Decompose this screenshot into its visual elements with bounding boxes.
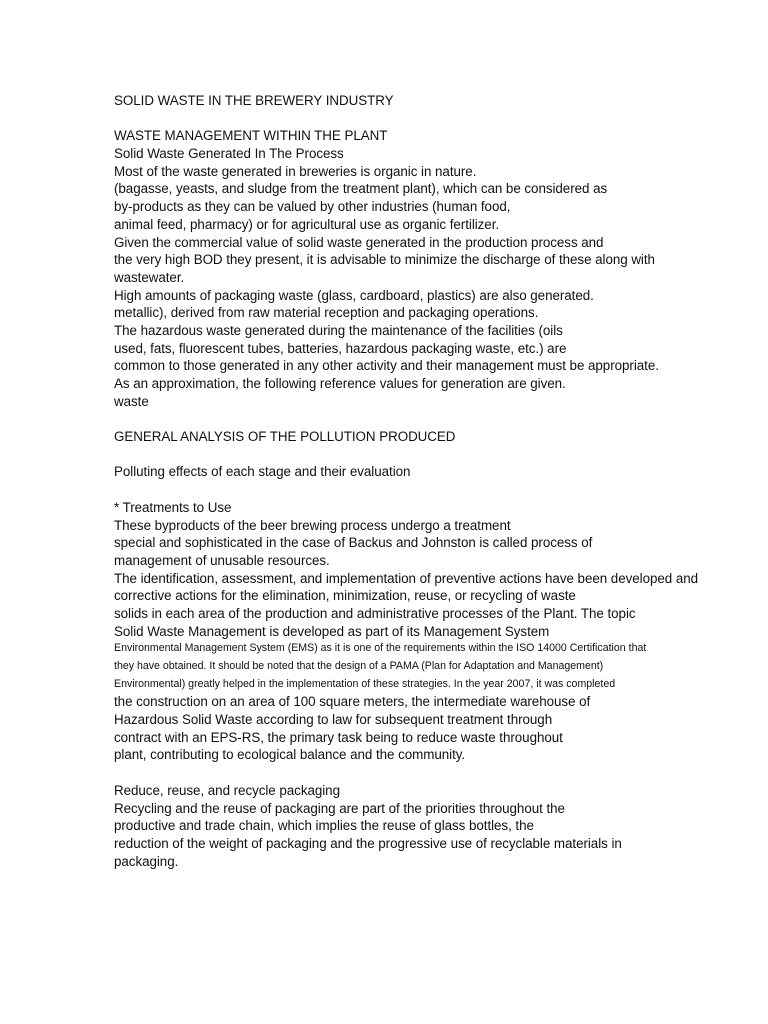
section-subheading-solid-waste: Solid Waste Generated In The Process [114, 146, 344, 162]
paragraph-line: The hazardous waste generated during the maintenance of the facilities (oils [114, 322, 563, 338]
spacer [114, 764, 754, 782]
document-title: SOLID WASTE IN THE BREWERY INDUSTRY [114, 93, 394, 108]
paragraph-line-small: Environmental Management System (EMS) as it is one of the requirements within the ISO 14000 Certification that [114, 642, 647, 655]
document-body [114, 92, 754, 870]
paragraph-line: wastewater. [114, 269, 185, 285]
paragraph-line: productive and trade chain, which implies the reuse of glass bottles, the [114, 818, 534, 834]
paragraph-line: common to those generated in any other activity and their management must be appropriate. [114, 358, 659, 374]
spacer [114, 481, 754, 499]
section-heading-reduce-reuse-recycle: Reduce, reuse, and recycle packaging [114, 782, 340, 798]
paragraph-line: The identification, assessment, and implementation of preventive actions have been developed and [114, 570, 699, 586]
spacer [114, 410, 754, 428]
paragraph-line: waste [114, 393, 149, 409]
paragraph-line: Recycling and the reuse of packaging are part of the priorities throughout the [114, 800, 565, 816]
paragraph-line: animal feed, pharmacy) or for agricultural use as organic fertilizer. [114, 216, 500, 232]
paragraph-line-small: Environmental) greatly helped in the implementation of these strategies. In the year 2007, it was completed [114, 677, 616, 690]
paragraph-line: Hazardous Solid Waste according to law for subsequent treatment through [114, 712, 553, 728]
paragraph-line: metallic), derived from raw material reception and packaging operations. [114, 305, 539, 321]
paragraph-line: plant, contributing to ecological balance and the community. [114, 747, 466, 763]
paragraph-line: used, fats, fluorescent tubes, batteries, hazardous packaging waste, etc.) are [114, 340, 567, 356]
section-heading-treatments: * Treatments to Use [114, 499, 232, 515]
spacer [114, 446, 754, 464]
spacer [114, 110, 754, 128]
paragraph-line: management of unusable resources. [114, 552, 330, 568]
paragraph-line: reduction of the weight of packaging and the progressive use of recyclable materials in [114, 835, 622, 851]
paragraph-line: (bagasse, yeasts, and sludge from the treatment plant), which can be considered as [114, 181, 608, 197]
paragraph-line: solids in each area of the production and administrative processes of the Plant. The topic [114, 605, 636, 621]
paragraph-line: packaging. [114, 853, 179, 869]
section-heading-waste-management: WASTE MANAGEMENT WITHIN THE PLANT [114, 128, 388, 144]
paragraph-line: the construction on an area of 100 square meters, the intermediate warehouse of [114, 694, 591, 710]
paragraph-line: by-products as they can be valued by other industries (human food, [114, 199, 511, 215]
paragraph-line: special and sophisticated in the case of Backus and Johnston is called process of [114, 535, 593, 551]
section-heading-pollution-analysis: GENERAL ANALYSIS OF THE POLLUTION PRODUCED [114, 429, 456, 445]
paragraph-line: contract with an EPS-RS, the primary task being to reduce waste throughout [114, 729, 563, 745]
paragraph-line: corrective actions for the elimination, minimization, reuse, or recycling of waste [114, 588, 576, 604]
paragraph-line: These byproducts of the beer brewing process undergo a treatment [114, 517, 511, 533]
paragraph-line-small: they have obtained. It should be noted that the design of a PAMA (Plan for Adaptation and Management) [114, 660, 604, 672]
paragraph-line: Given the commercial value of solid waste generated in the production process and [114, 234, 604, 250]
paragraph-line: the very high BOD they present, it is advisable to minimize the discharge of these along with [114, 252, 655, 268]
paragraph-line: High amounts of packaging waste (glass, cardboard, plastics) are also generated. [114, 287, 594, 303]
section-subheading-polluting-effects: Polluting effects of each stage and their evaluation [114, 464, 411, 480]
paragraph-line: Solid Waste Management is developed as part of its Management System [114, 623, 550, 639]
paragraph-line: Most of the waste generated in breweries is organic in nature. [114, 163, 477, 179]
paragraph-line: As an approximation, the following reference values for generation are given. [114, 376, 566, 391]
